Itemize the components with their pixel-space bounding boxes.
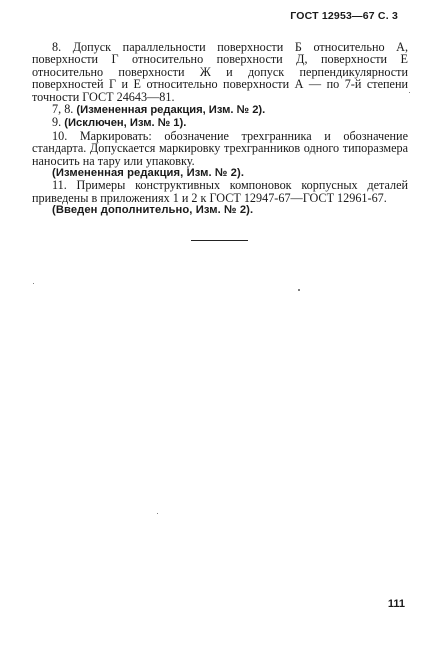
amendment-note-10: (Измененная редакция, Изм. № 2). — [52, 167, 245, 180]
document-body — [32, 41, 408, 217]
section-divider — [191, 240, 248, 241]
paragraph-11: 11. Примеры конструктивных компоновок корпусных деталей приведены в приложениях 1 и 2 к ГОСТ 12947-67—ГОСТ 12961-67. — [32, 178, 408, 205]
scan-speck — [298, 289, 300, 291]
page-header: ГОСТ 12953—67 С. 3 — [290, 10, 398, 22]
amendment-note-7-8 — [32, 103, 408, 116]
amendment-note-11: (Введен дополнительно, Изм. № 2). — [52, 204, 254, 217]
scan-speck — [409, 92, 410, 93]
amendment-reference: (Исключен, Изм. № 1). — [61, 117, 187, 130]
amendment-reference: (Измененная редакция, Изм. № 2). — [73, 104, 266, 117]
paragraph-10: 10. Маркировать: обозначение трехгранника и обозначение стандарта. Допускается маркировку трехгранников одного типоразмера наносить на тару или упаковку. — [32, 128, 408, 168]
scan-speck — [33, 283, 34, 284]
page-number: 111 — [387, 598, 405, 610]
scan-speck — [157, 513, 158, 514]
clause-number: 9. — [52, 115, 62, 130]
paragraph-8: 8. Допуск параллельности поверхности Б относительно А, поверхности Г относительно поверхности Д, поверхности Е относительно поверхности Ж и допуск перпендикулярности поверхностей Г и Е относительно поверхности А — по 7-й степени точности ГОСТ 24643—81. — [32, 40, 408, 104]
amendment-note-9 — [32, 116, 408, 129]
clause-number: 7, 8. — [52, 102, 74, 117]
